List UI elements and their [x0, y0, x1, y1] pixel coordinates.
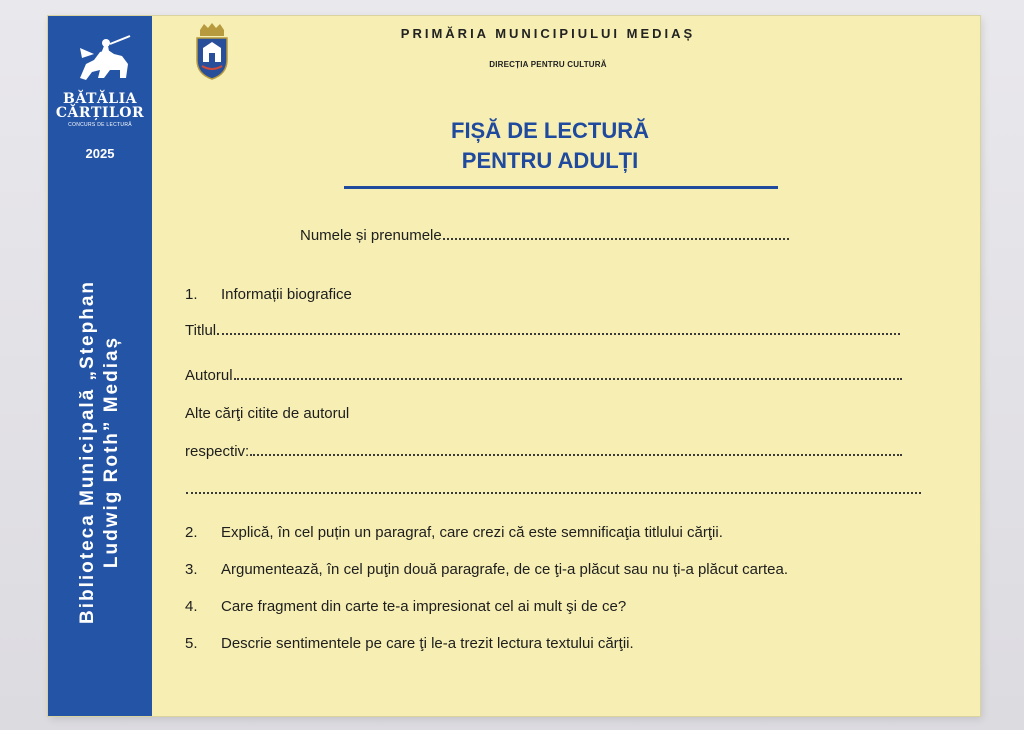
question-text: Argumentează, în cel puţin două paragrafe, de ce ţi-a plăcut sau nu ți-a plăcut cartea. — [221, 561, 789, 578]
section1-title: Informații biografice — [221, 286, 352, 303]
question-text: Explică, în cel puțin un paragraf, care crezi că este semnificaţia titlului cărţii. — [221, 524, 723, 541]
other-books-field — [185, 442, 902, 462]
contest-year: 2025 — [85, 146, 115, 161]
library-name-line1: Biblioteca Municipală „Stephan — [77, 280, 98, 624]
city-crest-icon — [194, 22, 230, 80]
other-books-label: Alte cărţi citite de autorul — [185, 405, 350, 422]
other-books-label-cont: respectiv: — [185, 443, 250, 460]
author-label: Autorul — [185, 367, 233, 384]
author-fill-line — [234, 366, 902, 380]
question-text: Care fragment din carte te-a impresionat cel ai mult şi de ce? — [221, 598, 627, 615]
question-number: 2. — [185, 524, 198, 541]
extra-fill-line-row — [185, 480, 921, 500]
section1-number: 1. — [185, 286, 198, 303]
name-fill-line — [443, 226, 789, 240]
form-title-line1: FIȘĂ DE LECTURĂ — [451, 118, 649, 143]
knight-on-horse-icon — [70, 34, 140, 89]
sidebar-band — [48, 16, 152, 716]
other-books-fill-line — [250, 442, 902, 456]
title-underline — [344, 186, 778, 189]
name-field — [300, 226, 789, 246]
question-3 — [185, 560, 788, 580]
form-title — [348, 116, 752, 176]
library-name-line2: Ludwig Roth” Mediaș — [101, 335, 122, 569]
institution-name: PRIMĂRIA MUNICIPIULUI MEDIAȘ — [400, 26, 696, 41]
question-number: 5. — [185, 635, 198, 652]
question-number: 4. — [185, 598, 198, 615]
question-5 — [185, 634, 634, 654]
name-label: Numele și prenumele — [300, 227, 442, 244]
library-name — [76, 280, 124, 624]
form-title-line2: PENTRU ADULȚI — [461, 148, 639, 173]
extra-fill-line — [186, 480, 921, 494]
reading-sheet — [48, 16, 980, 716]
title-label: Titlul — [185, 322, 217, 339]
question-4 — [185, 597, 626, 617]
department-name: DIRECȚIA PENTRU CULTURĂ — [489, 60, 607, 69]
title-field — [185, 321, 900, 341]
section1-heading — [185, 285, 352, 305]
title-fill-line — [217, 321, 900, 335]
question-2 — [185, 523, 723, 543]
question-number: 3. — [185, 561, 198, 578]
logo-subtitle: CONCURS DE LECTURĂ — [68, 122, 132, 128]
logo-title-line2: CĂRȚILOR — [55, 105, 145, 121]
question-text: Descrie sentimentele pe care ţi le-a trezit lectura textului cărţii. — [221, 635, 634, 652]
author-field — [185, 366, 902, 386]
logo-title-line1: BĂTĂLIA — [63, 91, 137, 107]
